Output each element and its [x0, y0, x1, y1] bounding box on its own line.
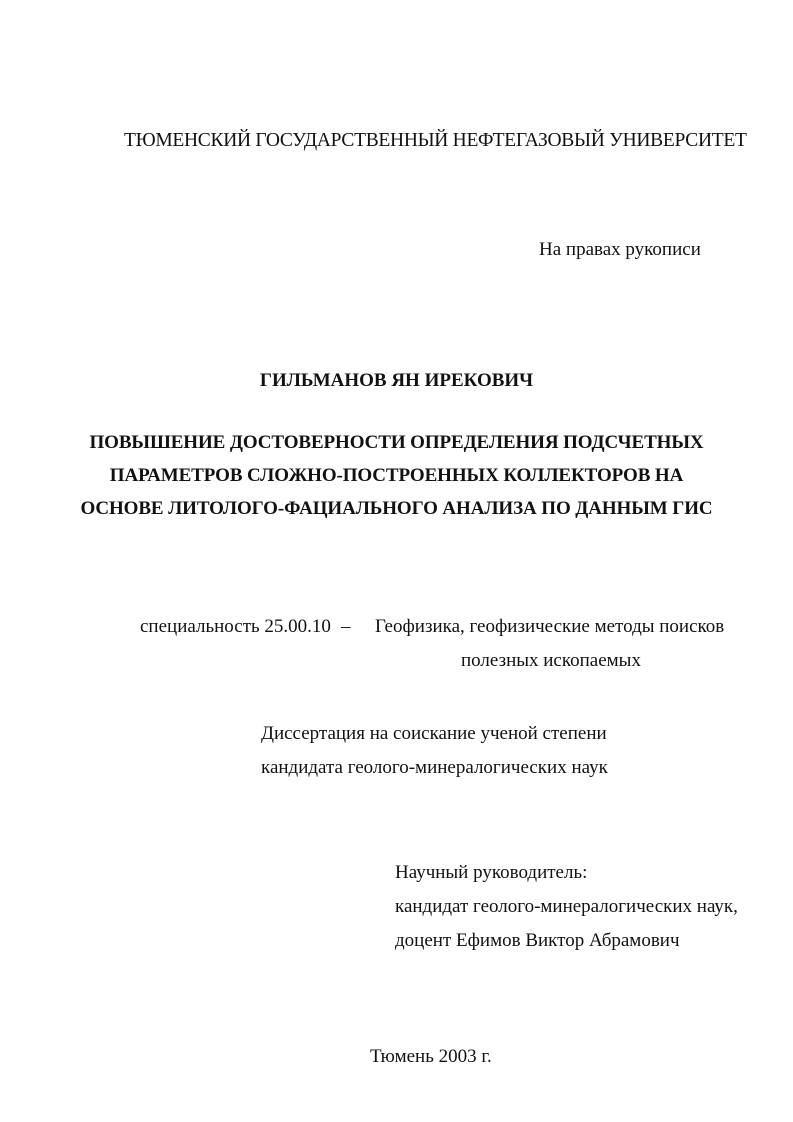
supervisor-label: Научный руководитель:: [395, 862, 588, 883]
place-year: Тюмень 2003 г.: [370, 1046, 492, 1067]
supervisor-name: доцент Ефимов Виктор Абрамович: [395, 930, 680, 951]
title-line-2: ПАРАМЕТРОВ СЛОЖНО-ПОСТРОЕННЫХ КОЛЛЕКТОРОВ НА: [109, 465, 684, 486]
title-line-1: ПОВЫШЕНИЕ ДОСТОВЕРНОСТИ ОПРЕДЕЛЕНИЯ ПОДСЧЕТНЫХ: [89, 432, 704, 453]
manuscript-note: На правах рукописи: [539, 239, 701, 260]
specialty-label: специальность 25.00.10: [140, 616, 331, 637]
author-name: ГИЛЬМАНОВ ЯН ИРЕКОВИЧ: [259, 370, 534, 391]
university-name: ТЮМЕНСКИЙ ГОСУДАРСТВЕННЫЙ НЕФТЕГАЗОВЫЙ УНИВЕРСИТЕТ: [124, 130, 747, 151]
specialty-field-line-1: Геофизика, геофизические методы поисков: [375, 616, 725, 637]
specialty-field-line-2: полезных ископаемых: [461, 650, 641, 671]
specialty-dash: –: [341, 616, 351, 637]
supervisor-degree: кандидат геолого-минералогических наук,: [395, 896, 738, 917]
dissertation-line-2: кандидата геолого-минералогических наук: [261, 757, 608, 778]
dissertation-line-1: Диссертация на соискание ученой степени: [261, 723, 607, 744]
title-line-3: ОСНОВЕ ЛИТОЛОГО-ФАЦИАЛЬНОГО АНАЛИЗА ПО ДАННЫМ ГИС: [80, 498, 713, 519]
